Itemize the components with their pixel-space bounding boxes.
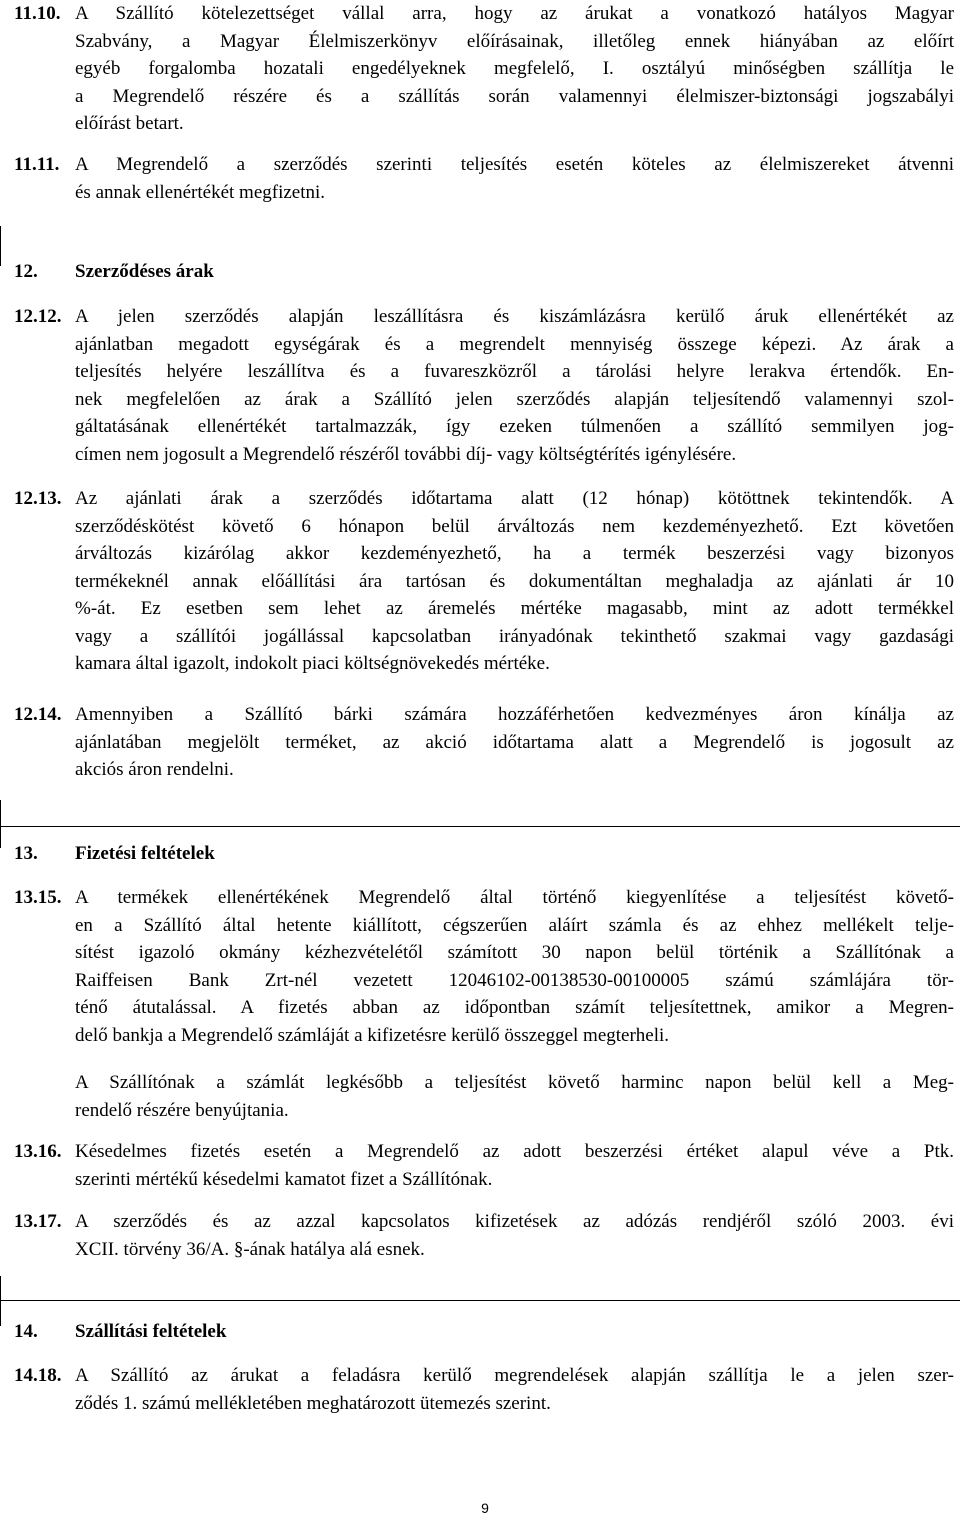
section-number: 12. xyxy=(14,261,38,282)
text-line: A Szállítónak a számlát legkésőbb a teljesítést követő harminc napon belül kell a Meg- xyxy=(75,1072,954,1093)
text-line: árváltozás kizárólag akkor kezdeményezhető, ha a termék beszerzési vagy bizonyos xyxy=(75,543,954,564)
clause-text xyxy=(75,151,954,206)
section-title: Fizetési feltételek xyxy=(75,843,215,864)
text-line: ténő átutalással. A fizetés abban az időpontban számít teljesítettnek, amikor a Megren- xyxy=(75,997,954,1018)
clause-13-15-paragraph-2 xyxy=(75,1069,954,1124)
clause-text xyxy=(75,1362,954,1417)
clause-11-11 xyxy=(14,151,954,206)
text-line: delő bankja a Megrendelő számláját a kifizetésre kerülő összeggel megterheli. xyxy=(75,1024,670,1046)
text-line: és annak ellenértékét megfizetni. xyxy=(75,181,326,203)
text-line: előírást betart. xyxy=(75,113,184,134)
text-line: gáltatásának ellenértékét tartalmazzák, így ezeken túlmenően a szállító semmilyen jog- xyxy=(75,416,954,437)
clause-text xyxy=(75,1069,954,1124)
clause-number: 13.16. xyxy=(14,1141,62,1162)
clause-number: 11.11. xyxy=(14,154,60,175)
text-line: ződés 1. számú mellékletében meghatározott ütemezés szerint. xyxy=(75,1392,551,1414)
section-rule xyxy=(0,800,1,848)
text-line: en a Szállító által hetente kiállított, cégszerűen aláírt számla és az ehhez mellékelt telje- xyxy=(75,914,954,936)
text-line: ajánlatban megadott egységárak és a megrendelt mennyiség összege képezi. Az árak a xyxy=(75,333,954,355)
text-line: A termékek ellenértékének Megrendelő által történő kiegyenlítése a teljesítést követő- xyxy=(75,887,954,908)
section-divider xyxy=(0,826,960,827)
clause-12-14 xyxy=(14,701,954,784)
text-line: XCII. törvény 36/A. §-ának hatálya alá esnek. xyxy=(75,1238,425,1260)
section-rule xyxy=(0,226,1,266)
text-line: vagy a szállítói jogállással kapcsolatban irányadónak tekinthető szakmai vagy gazdasági xyxy=(75,625,954,647)
clause-text xyxy=(75,701,954,784)
text-line: A jelen szerződés alapján leszállításra és kiszámlázásra kerülő áruk ellenértékét az xyxy=(75,306,954,327)
section-divider xyxy=(0,1300,960,1301)
clause-number: 13.15. xyxy=(14,887,62,908)
text-line: szerinti mértékű késedelmi kamatot fizet a Szállítónak. xyxy=(75,1168,493,1190)
clause-number: 13.17. xyxy=(14,1211,62,1232)
section-title: Szállítási feltételek xyxy=(75,1321,227,1342)
clause-number: 12.13. xyxy=(14,488,62,509)
section-number: 14. xyxy=(14,1321,38,1342)
page-number: 9 xyxy=(481,1500,489,1516)
text-line: a Megrendelő részére és a szállítás során valamennyi élelmiszer-biztonsági jogszabályi xyxy=(75,85,954,107)
clause-text xyxy=(75,1138,954,1193)
clause-number: 14.18. xyxy=(14,1365,62,1386)
clause-11-10 xyxy=(14,0,954,138)
clause-13-15 xyxy=(14,884,954,1049)
text-line: szerződéskötést követő 6 hónapon belül árváltozás nem kezdeményezhető. Ezt követően xyxy=(75,515,954,537)
text-line: A szerződés és az azzal kapcsolatos kifizetések az adózás rendjéről szóló 2003. évi xyxy=(75,1211,954,1232)
text-line: Az ajánlati árak a szerződés időtartama alatt (12 hónap) kötöttnek tekintendők. A xyxy=(75,488,954,509)
clause-number: 12.14. xyxy=(14,704,62,725)
clause-14-18 xyxy=(14,1362,954,1417)
text-line: akciós áron rendelni. xyxy=(75,759,234,780)
text-line: kamara által igazolt, indokolt piaci költségnövekedés mértéke. xyxy=(75,653,550,674)
text-line: ajánlatában megjelölt terméket, az akció időtartama alatt a Megrendelő is jogosult az xyxy=(75,731,954,753)
text-line: egyéb forgalomba hozatali engedélyeknek megfelelő, I. osztályú minőségben szállítja le xyxy=(75,58,954,79)
text-line: A Szállító kötelezettséget vállal arra, hogy az árukat a vonatkozó hatályos Magyar xyxy=(75,3,954,24)
clause-12-13 xyxy=(14,485,954,678)
text-line: rendelő részére benyújtania. xyxy=(75,1099,289,1121)
clause-text xyxy=(75,0,954,138)
clause-13-17 xyxy=(14,1208,954,1263)
text-line: címen nem jogosult a Megrendelő részéről további díj- vagy költségtérítés igénylésére. xyxy=(75,443,737,465)
text-line: A Szállító az árukat a feladásra kerülő megrendelések alapján szállítja le a jelen szer- xyxy=(75,1365,954,1386)
text-line: termékeknél annak előállítási ára tartósan és dokumentáltan meghaladja az ajánlati ár 10 xyxy=(75,570,954,592)
section-rule xyxy=(0,1276,1,1326)
text-line: A Megrendelő a szerződés szerinti teljesítés esetén köteles az élelmiszereket átvenni xyxy=(75,154,954,175)
text-line: Amennyiben a Szállító bárki számára hozzáférhetően kedvezményes áron kínálja az xyxy=(75,704,954,725)
text-line: sítést igazoló okmány kézhezvételétől számított 30 napon belül történik a Szállítónak a xyxy=(75,942,954,963)
clause-text xyxy=(75,303,954,468)
text-line: nek megfelelően az árak a Szállító jelen szerződés alapján teljesítendő valamennyi szol- xyxy=(75,388,954,410)
clause-13-16 xyxy=(14,1138,954,1193)
clause-text xyxy=(75,485,954,678)
text-line: %-át. Ez esetben sem lehet az áremelés mértéke magasabb, mint az adott termékkel xyxy=(75,598,954,619)
section-title: Szerződéses árak xyxy=(75,261,214,282)
text-line: Szabvány, a Magyar Élelmiszerkönyv előírásainak, illetőleg ennek hiányában az előírt xyxy=(75,30,954,52)
clause-number: 11.10. xyxy=(14,3,61,24)
clause-text xyxy=(75,884,954,1049)
clause-number: 12.12. xyxy=(14,306,62,327)
text-line: Késedelmes fizetés esetén a Megrendelő az adott beszerzési értéket alapul véve a Ptk. xyxy=(75,1141,954,1162)
text-line: teljesítés helyére leszállítva és a fuvareszközről a tárolási helyre lerakva értendők. En- xyxy=(75,361,954,382)
section-number: 13. xyxy=(14,843,38,864)
clause-text xyxy=(75,1208,954,1263)
clause-12-12 xyxy=(14,303,954,468)
text-line: Raiffeisen Bank Zrt-nél vezetett 12046102-00138530-00100005 számú számlájára tör- xyxy=(75,969,954,991)
